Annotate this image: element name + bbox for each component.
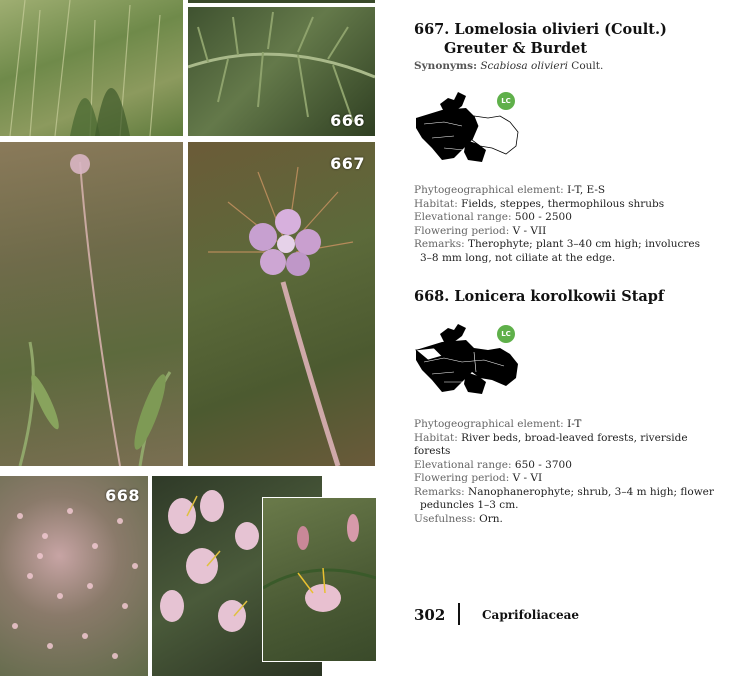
elevation-row: Elevational range: 650 - 3700 [414, 458, 572, 471]
info-block-667 [414, 184, 714, 265]
flowering-row: Flowering period: V - VII [414, 224, 547, 237]
habitat-row: Habitat: Fields, steppes, thermophilous shrubs [414, 197, 665, 210]
grass-illustration [0, 0, 183, 136]
flowering-row: Flowering period: V - VI [414, 472, 543, 484]
photo-667-flower [188, 142, 375, 466]
family-name: Caprifoliaceae [482, 608, 580, 622]
detail-illustration [263, 498, 376, 661]
phyto-row: Phytogeographical element: I-T, E-S [414, 184, 606, 196]
synonym-author: Coult. [571, 60, 604, 72]
synonyms-label: Synonyms: [414, 60, 477, 72]
species-title-667-line2: Greuter & Burdet [444, 40, 588, 57]
synonyms-667 [414, 60, 603, 72]
shrub-illustration [0, 476, 148, 676]
photo-668-shrub [0, 476, 148, 676]
footer-divider [458, 603, 460, 625]
habitat-row: Habitat: River beds, broad-leaved forests, riverside forests [414, 431, 688, 457]
elevation-row: Elevational range: 500 - 2500 [414, 211, 572, 223]
species-title-667: 667. Lomelosia olivieri (Coult.) [414, 21, 667, 38]
remarks-row: Remarks: Nanophanerophyte; shrub, 3–4 m high; flower [414, 485, 714, 498]
remarks-row-cont: 3–8 mm long, not ciliate at the edge. [420, 251, 616, 264]
synonym-name: Scabiosa olivieri [480, 60, 568, 72]
usefulness-row: Usefulness: Orn. [414, 512, 503, 525]
species-title-668: 668. Lonicera korolkowii Stapf [414, 288, 665, 305]
page-number: 302 [414, 606, 446, 624]
phyto-row: Phytogeographical element: I-T [414, 418, 582, 430]
remarks-row-cont: peduncles 1–3 cm. [420, 499, 519, 511]
info-block-668 [414, 418, 714, 526]
photo-667-habit [0, 142, 183, 466]
plant-illustration [0, 142, 183, 466]
photo-668-detail [262, 497, 377, 662]
lc-status-badge-668: LC [497, 325, 515, 343]
flower-illustration [188, 142, 375, 466]
photo-666-leaf [188, 0, 375, 3]
photo-label-667: 667 [330, 154, 365, 173]
photo-666-leaf-main [188, 7, 375, 136]
lc-status-badge-667: LC [497, 92, 515, 110]
photo-label-666: 666 [330, 111, 365, 130]
remarks-row: Remarks: Therophyte; plant 3–40 cm high; involucres [414, 238, 700, 250]
photo-label-668: 668 [105, 486, 140, 505]
photo-666-grass [0, 0, 183, 136]
